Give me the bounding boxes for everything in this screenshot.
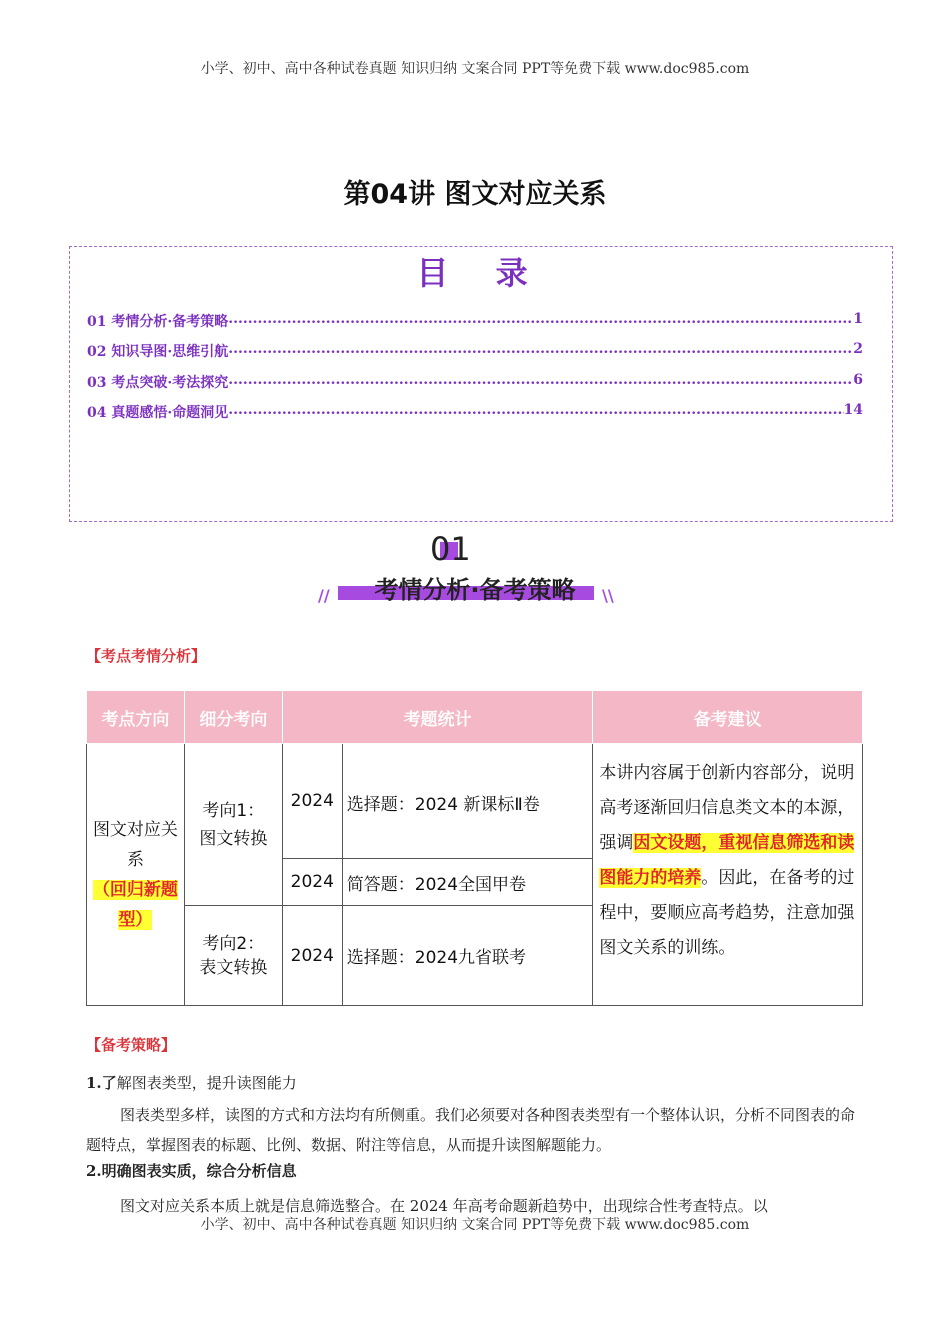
advice-text-end: 。因此，在备考的过程中，要顺应高考趋势，注意加强图文关系的训练。 [599, 868, 855, 958]
toc-item-page: 1 [853, 311, 863, 327]
strategy-paragraph: 图文对应关系本质上就是信息筛选整合。在 2024 年高考命题新趋势中，出现综合性考查特点。以 [120, 1197, 768, 1215]
analysis-table [86, 690, 863, 1006]
table-header-row [87, 691, 863, 744]
table-row [87, 744, 863, 859]
question-cell: 选择题：2024 新课标Ⅱ卷 [342, 744, 593, 859]
toc-leader [228, 402, 843, 422]
topic-note [91, 875, 180, 935]
lesson-title: 第04讲 图文对应关系 [343, 179, 607, 210]
topic-cell [87, 744, 185, 1006]
direction-cell: 考向2： 表文转换 [184, 906, 282, 1006]
toc-item-label: 03 考点突破·考法探究 [87, 375, 229, 391]
toc-item[interactable] [87, 341, 863, 361]
toc-item-label: 02 知识导图·思维引航 [87, 344, 229, 360]
toc-item[interactable] [87, 402, 863, 422]
table-header-cell: 考题统计 [282, 691, 593, 744]
strategy-paragraph: 图表类型多样，读图的方式和方法均有所侧重。我们必须要对各种图表类型有一个整体认识，分析不同图表的命题特点，掌握图表的标题、比例、数据、附注等信息，从而提升读图解题能力。 [86, 1106, 856, 1154]
toc-leader [228, 372, 853, 392]
section-number: 01 [430, 530, 471, 568]
section-title: 考情分析·备考策略 [374, 576, 576, 604]
toc-item-label: 01 考情分析·备考策略 [87, 314, 229, 330]
toc-leader [228, 341, 853, 361]
table-header-cell: 备考建议 [593, 691, 863, 744]
toc-item-page: 2 [853, 341, 863, 357]
strategy-number: 2. [86, 1162, 102, 1180]
analysis-heading: 【考点考情分析】 [86, 647, 207, 665]
advice-highlight: 因文设题，重视信息筛选和读图能力的培养 [599, 833, 855, 888]
strategy-heading-bold: 了 [101, 1074, 117, 1092]
strategy-heading: 【备考策略】 [86, 1036, 177, 1054]
topic-label: 图文对应关系 [92, 819, 178, 870]
year-cell: 2024 [282, 859, 342, 906]
year-cell: 2024 [282, 906, 342, 1006]
strategy-heading-bold: 明确图表实质，综合分析信息 [101, 1162, 297, 1180]
question-cell: 简答题：2024全国甲卷 [342, 859, 593, 906]
toc-item-page: 6 [853, 372, 863, 388]
toc-heading: 目 录 [416, 254, 546, 292]
direction-cell: 考向1： 图文转换 [184, 744, 282, 906]
slash-decoration-left: // [318, 586, 330, 605]
strategy-heading-rest: 解图表类型，提升读图能力 [116, 1074, 297, 1092]
toc-item-label: 04 真题感悟·命题洞见 [87, 405, 229, 421]
toc-leader [228, 311, 853, 331]
toc-item[interactable] [87, 372, 863, 392]
toc-item[interactable] [87, 311, 863, 331]
advice-cell [593, 744, 863, 1006]
toc-item-page: 14 [843, 402, 863, 418]
strategy-item-heading [86, 1160, 297, 1181]
topic-note-highlight: （回归新题型） [92, 879, 178, 930]
strategy-number: 1. [86, 1074, 102, 1092]
strategy-item-heading [86, 1072, 297, 1093]
year-cell: 2024 [282, 744, 342, 859]
table-header-cell: 细分考向 [184, 691, 282, 744]
advice-text: 本讲内容属于创新内容部分，说明高考逐渐回归信息类文本的本源，强调 [599, 763, 855, 853]
table-header-cell: 考点方向 [87, 691, 185, 744]
page-header: 小学、初中、高中各种试卷真题 知识归纳 文案合同 PPT等免费下载 www.doc985.com [200, 61, 750, 77]
page-footer: 小学、初中、高中各种试卷真题 知识归纳 文案合同 PPT等免费下载 www.doc985.com [200, 1217, 750, 1233]
slash-decoration-right: \\ [602, 586, 614, 605]
question-cell: 选择题：2024九省联考 [342, 906, 593, 1006]
